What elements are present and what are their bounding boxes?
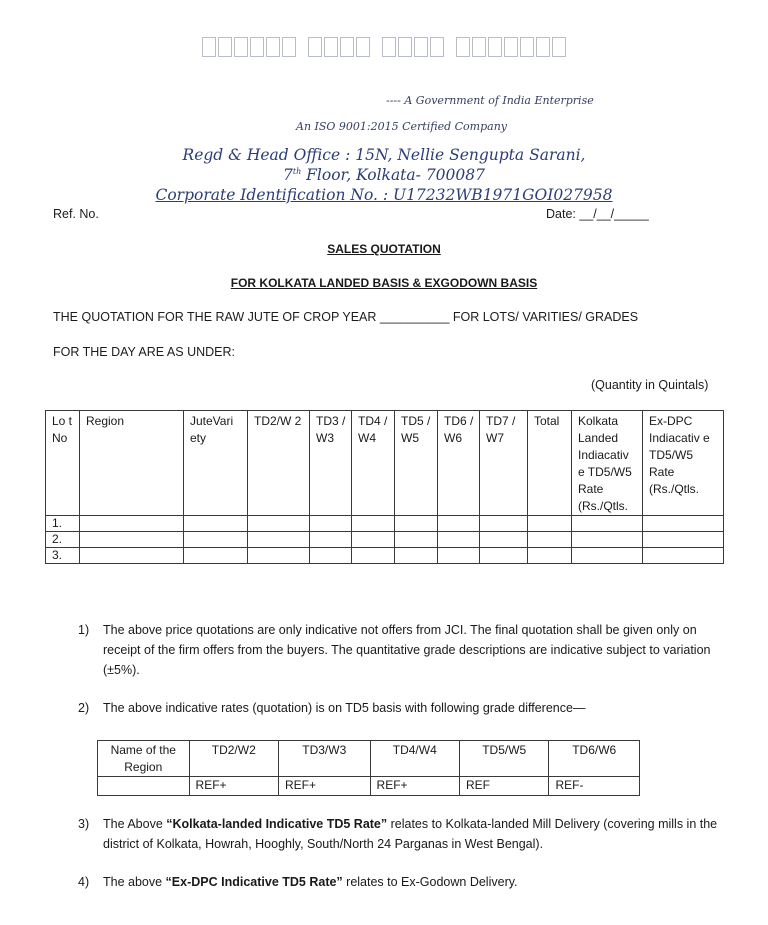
table-cell[interactable]	[480, 516, 528, 532]
missing-glyph-icon	[234, 37, 248, 57]
missing-glyph-icon	[324, 37, 338, 57]
note-3	[78, 814, 718, 854]
lot-number-cell: 2.	[46, 532, 80, 548]
floor-number: 7	[282, 166, 293, 184]
column-header: JuteVari ety	[184, 411, 248, 516]
table-cell[interactable]	[528, 548, 572, 564]
note-text: The above indicative rates (quotation) is on TD5 basis with following grade difference—	[103, 701, 586, 715]
table-cell[interactable]	[184, 532, 248, 548]
missing-glyph-icon	[202, 37, 216, 57]
note-text: The above price quotations are only indicative not offers from JCI. The final quotation shall be given only on receipt of the firm offers from the buyers. The quantitative grade descriptions are indicative subject to variation (±5%).	[103, 623, 711, 677]
note-text	[103, 814, 718, 854]
grade-difference-table	[97, 740, 640, 796]
table-cell[interactable]	[310, 516, 352, 532]
office-address-line1: Regd & Head Office : 15N, Nellie Sengupta Sarani,	[182, 146, 586, 164]
missing-glyph-icon	[340, 37, 354, 57]
table-cell[interactable]	[352, 548, 395, 564]
tofu-word	[381, 34, 445, 59]
grade-column-header: Name of the Region	[98, 741, 190, 777]
column-header: Total	[528, 411, 572, 516]
missing-glyph-icon	[382, 37, 396, 57]
tofu-word	[455, 34, 567, 59]
missing-glyph-icon	[398, 37, 412, 57]
note-number: 4)	[78, 875, 90, 889]
table-cell[interactable]	[528, 516, 572, 532]
table-cell[interactable]	[80, 516, 184, 532]
grade-value-cell: REF+	[279, 777, 371, 796]
note-pre: The above	[103, 875, 166, 889]
note-bold-term: “Kolkata-landed Indicative TD5 Rate”	[166, 817, 388, 831]
grade-header-row	[98, 741, 640, 777]
grade-value-cell	[98, 777, 190, 796]
table-cell[interactable]	[80, 548, 184, 564]
note-2	[78, 698, 718, 718]
ref-no-label: Ref. No.	[53, 207, 99, 221]
table-cell[interactable]	[395, 516, 438, 532]
missing-glyph-icon	[552, 37, 566, 57]
table-cell[interactable]	[184, 516, 248, 532]
missing-glyph-icon	[520, 37, 534, 57]
table-row	[46, 532, 724, 548]
column-header: Region	[80, 411, 184, 516]
column-header: TD7 / W7	[480, 411, 528, 516]
floor-suffix: th	[292, 166, 302, 176]
missing-glyph-icon	[430, 37, 444, 57]
note-post: relates to Kolkata-landed Mill Delivery (covering mills in the district of Kolkata, Howrah, Hooghly, South/North 24 Parganas in West Bengal).	[103, 817, 718, 851]
note-bold-term: “Ex-DPC Indicative TD5 Rate”	[165, 875, 343, 889]
table-cell[interactable]	[248, 516, 310, 532]
note-post: relates to Ex-Godown Delivery.	[342, 875, 518, 889]
grade-column-header: TD6/W6	[549, 741, 640, 777]
table-cell[interactable]	[352, 516, 395, 532]
corporate-id: Corporate Identification No. : U17232WB1971GOI027958	[155, 186, 613, 204]
table-header-row	[46, 411, 724, 516]
lot-number-cell: 1.	[46, 516, 80, 532]
tofu-word	[307, 34, 371, 59]
floor-rest: Floor, Kolkata- 700087	[301, 166, 485, 184]
table-cell[interactable]	[480, 532, 528, 548]
grade-column-header: TD5/W5	[460, 741, 549, 777]
note-1	[78, 620, 718, 680]
missing-glyph-icon	[218, 37, 232, 57]
column-header: TD2/W 2	[248, 411, 310, 516]
table-cell[interactable]	[248, 532, 310, 548]
missing-glyph-icon	[250, 37, 264, 57]
column-header: Ex-DPC Indiacativ e TD5/W5 Rate (Rs./Qtls.	[643, 411, 724, 516]
note-number: 1)	[78, 623, 90, 637]
missing-glyph-icon	[414, 37, 428, 57]
note-number: 2)	[78, 701, 90, 715]
missing-glyph-icon	[488, 37, 502, 57]
table-cell[interactable]	[438, 532, 480, 548]
table-cell[interactable]	[643, 532, 724, 548]
column-header: TD6 / W6	[438, 411, 480, 516]
grade-value-cell: REF+	[370, 777, 459, 796]
column-header: TD5 / W5	[395, 411, 438, 516]
missing-glyph-icon	[266, 37, 280, 57]
missing-glyph-icon	[282, 37, 296, 57]
grade-column-header: TD2/W2	[189, 741, 278, 777]
grade-value-cell: REF+	[189, 777, 278, 796]
tagline: ---- A Government of India Enterprise	[386, 94, 594, 107]
table-cell[interactable]	[184, 548, 248, 564]
table-cell[interactable]	[395, 548, 438, 564]
table-row	[46, 548, 724, 564]
quantity-unit-note: (Quantity in Quintals)	[591, 378, 709, 392]
intro-line1: THE QUOTATION FOR THE RAW JUTE OF CROP YEAR __________ FOR LOTS/ VARITIES/ GRADES	[53, 310, 639, 324]
lot-number-cell: 3.	[46, 548, 80, 564]
table-cell[interactable]	[572, 548, 643, 564]
table-cell[interactable]	[395, 532, 438, 548]
grade-column-header: TD3/W3	[279, 741, 371, 777]
missing-glyph-icon	[308, 37, 322, 57]
note-text	[103, 872, 718, 892]
column-header: Kolkata Landed Indiacativ e TD5/W5 Rate (Rs./Qtls.	[572, 411, 643, 516]
missing-glyph-icon	[456, 37, 470, 57]
note-4	[78, 872, 718, 892]
grade-column-header: TD4/W4	[370, 741, 459, 777]
table-cell[interactable]	[572, 532, 643, 548]
grade-value-row	[98, 777, 640, 796]
column-header: TD4 / W4	[352, 411, 395, 516]
missing-glyph-icon	[472, 37, 486, 57]
table-cell[interactable]	[528, 532, 572, 548]
table-cell[interactable]	[438, 548, 480, 564]
table-cell[interactable]	[643, 516, 724, 532]
column-header: TD3 / W3	[310, 411, 352, 516]
office-address-line2	[0, 166, 768, 184]
unrendered-title	[0, 34, 768, 59]
intro-line2: FOR THE DAY ARE AS UNDER:	[53, 345, 235, 359]
missing-glyph-icon	[356, 37, 370, 57]
document-subtitle: FOR KOLKATA LANDED BASIS & EXGODOWN BASIS	[230, 276, 538, 290]
table-cell[interactable]	[480, 548, 528, 564]
table-cell[interactable]	[572, 516, 643, 532]
table-cell[interactable]	[352, 532, 395, 548]
table-cell[interactable]	[310, 548, 352, 564]
note-number: 3)	[78, 817, 90, 831]
date-field: Date: __/__/_____	[546, 207, 649, 221]
certification: An ISO 9001:2015 Certified Company	[296, 120, 507, 133]
table-row	[46, 516, 724, 532]
tofu-word	[201, 34, 297, 59]
column-header: Lo t No	[46, 411, 80, 516]
note-pre: The Above	[103, 817, 167, 831]
missing-glyph-icon	[536, 37, 550, 57]
document-title: SALES QUOTATION	[327, 242, 441, 256]
table-cell[interactable]	[248, 548, 310, 564]
table-cell[interactable]	[80, 532, 184, 548]
missing-glyph-icon	[504, 37, 518, 57]
quotation-table	[45, 410, 724, 564]
table-cell[interactable]	[438, 516, 480, 532]
table-cell[interactable]	[643, 548, 724, 564]
grade-value-cell: REF	[460, 777, 549, 796]
grade-value-cell: REF-	[549, 777, 640, 796]
table-cell[interactable]	[310, 532, 352, 548]
